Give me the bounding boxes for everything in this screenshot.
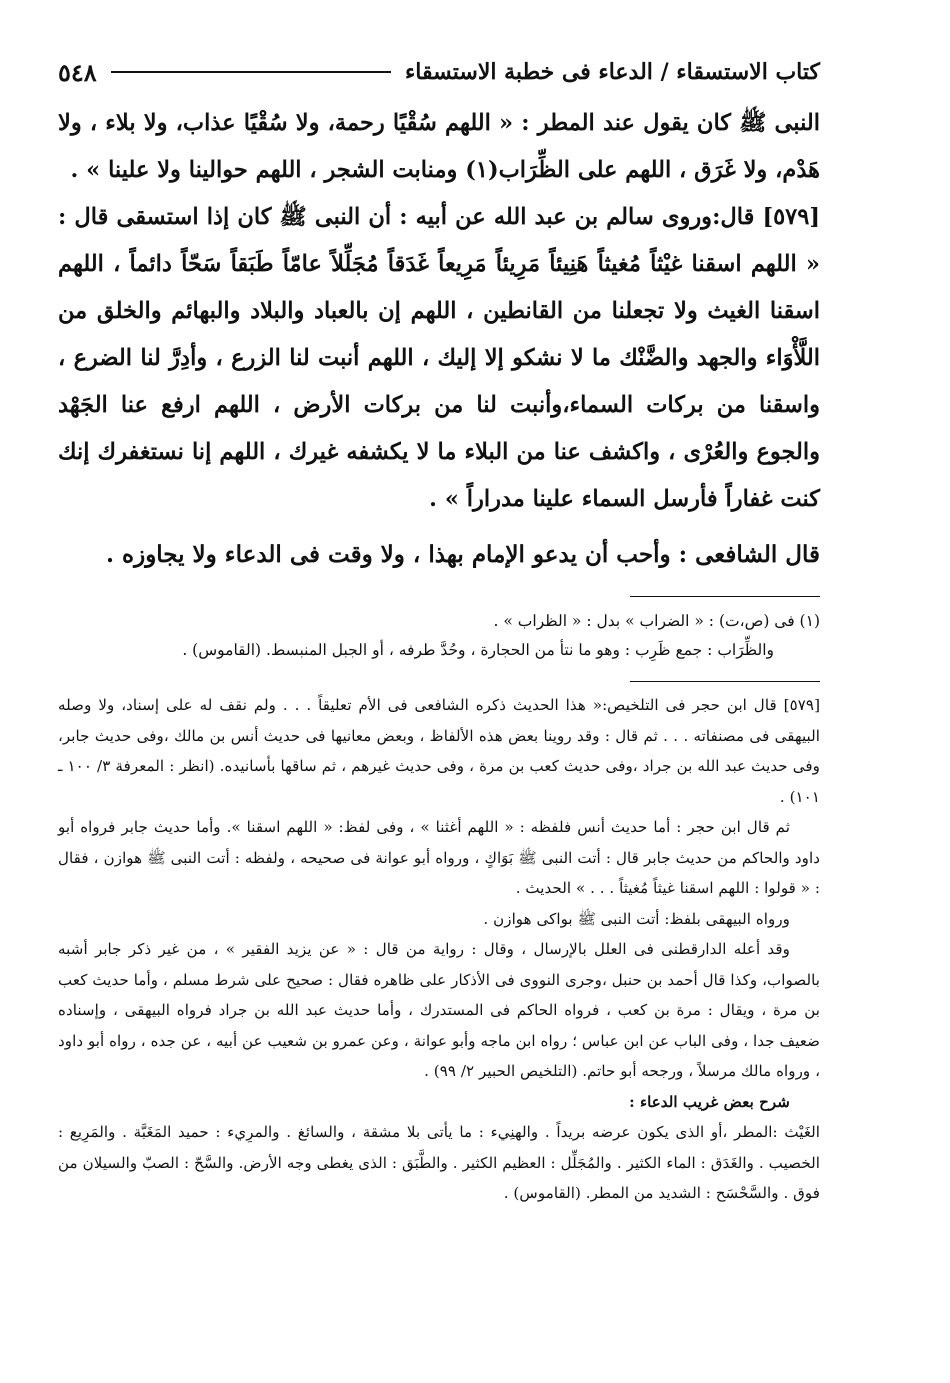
header-rule [111, 71, 391, 73]
shafii-statement [58, 531, 820, 578]
commentary-separator [630, 681, 820, 682]
gloss-heading: شرح بعض غريب الدعاء : [629, 1092, 790, 1111]
paragraph-number: [٥٧٩] قال: [712, 204, 821, 230]
book-page [58, 52, 820, 1209]
paragraph-prophet-rain-prayer: النبى ﷺ كان يقول عند المطر : « اللهم سُقْيًا رحمة، ولا سُقْيًا عذاب، ولا بلاء ، ولا هَدْم، ولا غَرَق ، اللهم على الظِّرَاب(١) ومنابت الشجر ، اللهم حوالينا ولا علينا » . [58, 110, 820, 183]
shafii-text: وأحب أن يدعو الإمام بهذا ، ولا وقت فى الدعاء ولا يجاوزه . [106, 541, 671, 568]
commentary-bayhaqi: ورواه البيهقى بلفظ: أتت النبى ﷺ بواكى هوازن . [483, 909, 790, 928]
shafii-speaker: قال الشافعى : [678, 541, 820, 568]
footnotes [58, 607, 820, 665]
paragraph-579-text: وروى سالم بن عبد الله عن أبيه : أن النبى ﷺ كان إذا استسقى قال : « اللهم اسقنا غيْثاً مُغيثاً هَنِيئاً مَرِيئاً مَرِيعاً غَدَقاً مُجَلِّلاً عامّاً طَبَقاً سَحّاً دائماً ، اللهم اسقنا الغيث ولا تجعلنا من القانطين ، اللهم إن بالعباد والبلاد والبهائم والخلق من اللَّأْوَاء والجهد والضَّنْك ما لا نشكو إلا إليك ، اللهم أنبت لنا الزرع ، وأدِرَّ لنا الضرع ، واسقنا من بركات السماء،وأنبت لنا من بركات الأرض ، اللهم ارفع عنا الجَهْد والجوع والعُرْى ، واكشف عنا من البلاء ما لا يكشفه غيرك ، اللهم إنا نستغفرك إنك كنت غفاراً فأرسل السماء علينا مدراراً » . [58, 204, 820, 512]
commentary-daraqutni: وقد أعله الدارقطنى فى العلل بالإرسال ، وقال : رواية من قال : « عن يزيد الفقير » ، من غير ذكر جابر أشبه بالصواب، وكذا قال أحمد بن حنبل ،وجرى النووى فى الأذكار على ظاهره فقال : صحيح على شرط مسلم ، وأما حديث كعب بن مرة ، ويقال : مرة بن كعب ، فرواه الحاكم فى المستدرك ، وأما حديث عبد الله بن جراد فرواه البيهقى ، وإسناده ضعيف جدا ، وفى الباب عن ابن عباس ؛ رواه ابن ماجه وأبو عوانة ، وعن عمرو بن شعيب عن أبيه ، عن جده ، رواه أبو داود ، ورواه مالك مرسلاً ، ورجحه أبو حاتم. (التلخيص الحبير ٢/ ٩٩) . [58, 940, 820, 1080]
paragraph-579 [58, 194, 820, 523]
running-title: كتاب الاستسقاء / الدعاء فى خطبة الاستسقاء [404, 59, 820, 85]
footnote-1-gloss: والظِّرَاب : جمع ظَرِب : وهو ما نتأ من الحجارة ، وحُدَّ طرفه ، أو الجبل المنبسط. (القاموس) . [182, 641, 774, 659]
commentary [58, 690, 820, 1209]
page-header [58, 52, 820, 92]
footnote-separator [630, 596, 820, 597]
footnote-1: (١) فى (ص،ت) : « الضراب » بدل : « الظراب » . [493, 612, 820, 630]
commentary-ibn-hajar: ثم قال ابن حجر : أما حديث أنس فلفظه : « اللهم أغثنا » ، وفى لفظ: « اللهم اسقنا ». وأما حديث جابر فرواه أبو داود والحاكم من حديث جابر قال : أتت النبى ﷺ بَوَاكٍ ، ورواه أبو عوانة فى صحيحه ، ولفظه : أتت النبى ﷺ هوازن ، فقال : « قولوا : اللهم اسقنا غيثاً مُغيثاً . . . » الحديث . [58, 818, 820, 897]
commentary-579: [٥٧٩] قال ابن حجر فى التلخيص:« هذا الحديث ذكره الشافعى فى الأم تعليقاً . . . ولم نقف له على إسناد، ولا وصله البيهقى فى مصنفاته . . . ثم قال : وقد روينا بعض هذه الألفاظ ، وبعض معانيها فى حديث أنس بن مالك ،وفى حديث جابر، وفى حديث عبد الله بن جراد ،وفى حديث كعب بن مرة ، وفى حديث غيرهم ، ثم ساقها بأسانيده. (انظر : المعرفة ٣/ ١٠٠ ـ ١٠١) . [58, 696, 820, 806]
main-text [58, 100, 820, 578]
page-number: ٥٤٨ [58, 57, 97, 87]
gloss-text: الغَيْث :المطر ،أو الذى يكون عرضه بريداً . والهنِيء : ما يأتى بلا مشقة ، والسائغ . والمرِيء : حميد المَغَبَّة . والمَرِيع : الخصيب . والغَدَق : الماء الكثير . والمُجَلِّل : العظيم الكثير . والطَّبَق : الذى يغطى وجه الأرض. والسَّحّ : الصبّ والسيلان من فوق . والسَّحْسَح : الشديد من المطر. (القاموس) . [58, 1123, 820, 1202]
